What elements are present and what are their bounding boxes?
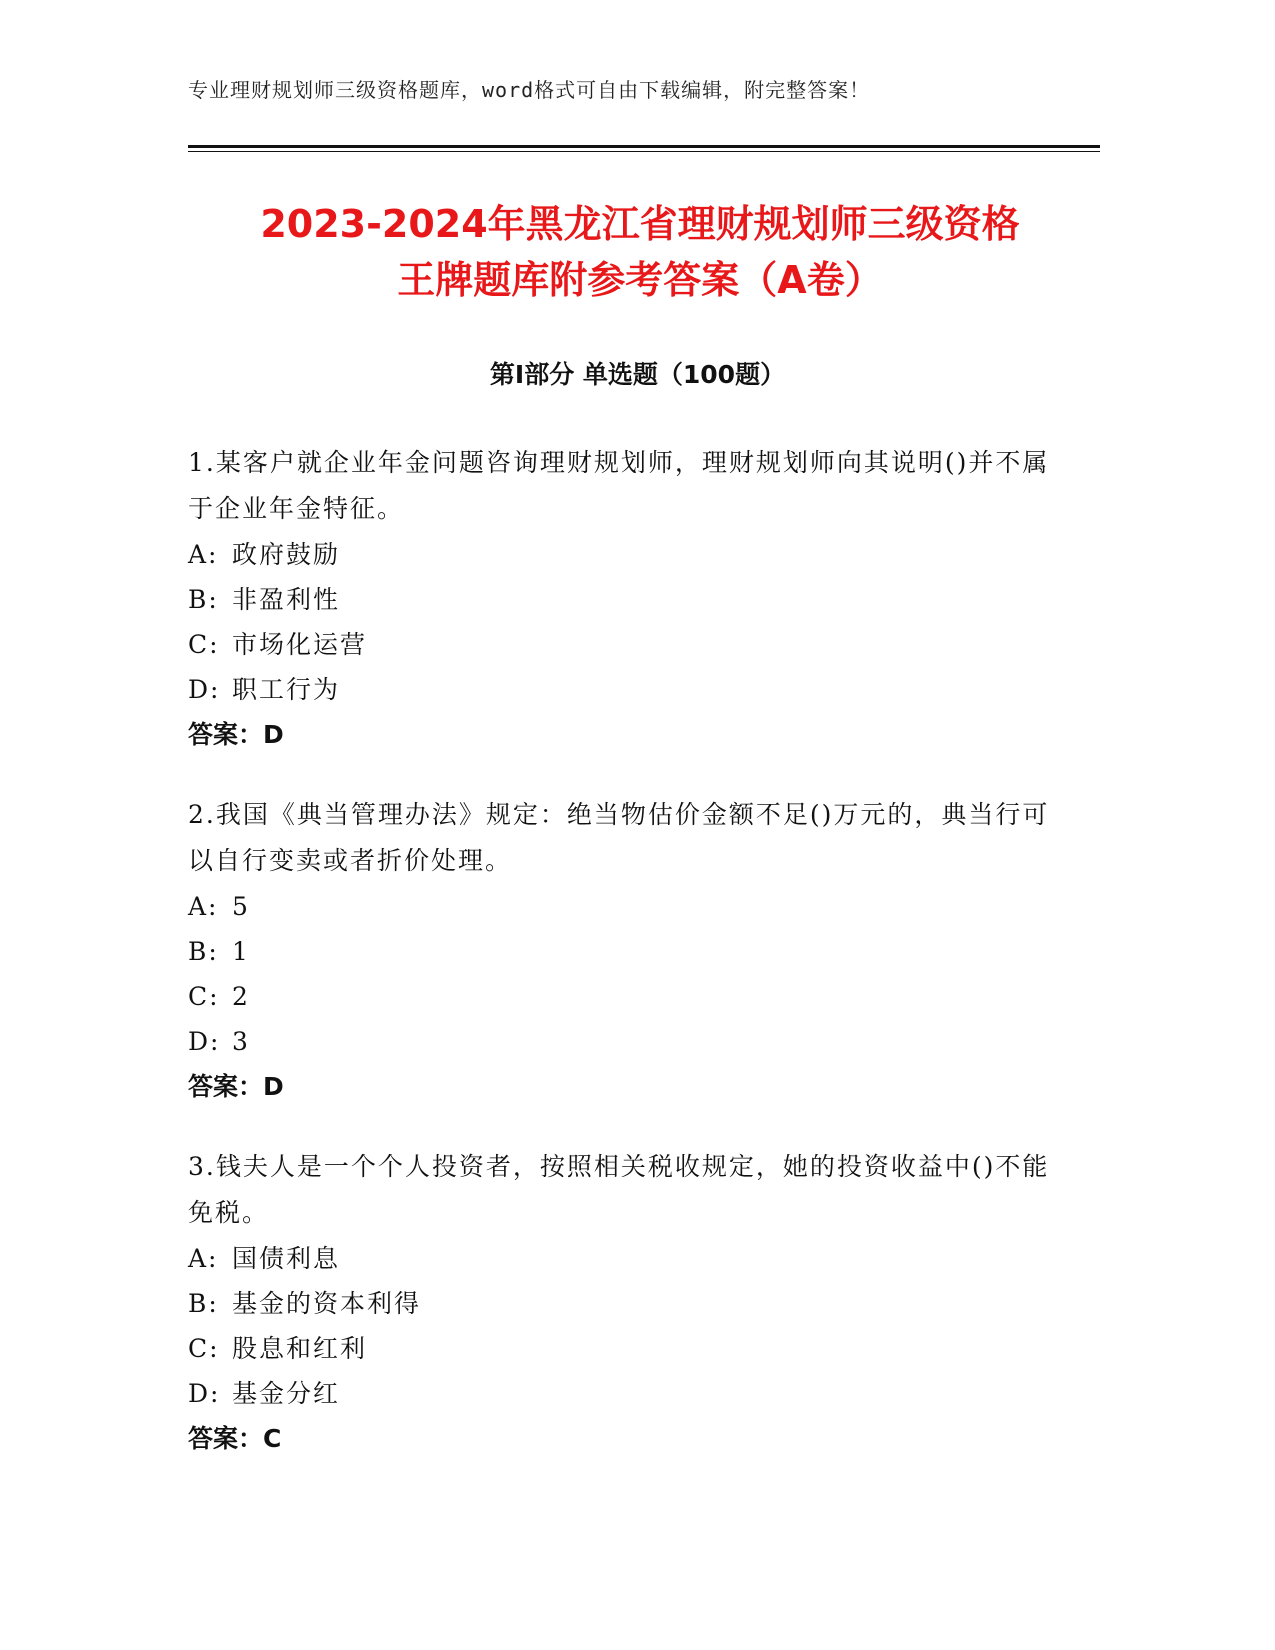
option-text: 国债利息 <box>232 1244 341 1273</box>
option-d <box>188 1019 1058 1064</box>
option-letter: B: <box>188 585 219 614</box>
header-note: 专业理财规划师三级资格题库，word格式可自由下载编辑，附完整答案！ <box>188 78 871 102</box>
question-1 <box>188 440 1058 758</box>
option-text: 3 <box>232 1027 250 1056</box>
answer: 答案：D <box>188 720 284 749</box>
question-list <box>188 440 1058 1496</box>
option-text: 政府鼓励 <box>232 540 341 569</box>
option-letter: D: <box>188 1027 221 1056</box>
option-d <box>188 667 1058 712</box>
question-3 <box>188 1144 1058 1462</box>
option-a <box>188 884 1058 929</box>
option-d <box>188 1371 1058 1416</box>
section-heading: 第Ⅰ部分 单选题（100题） <box>489 360 786 389</box>
option-letter: B: <box>188 1289 219 1318</box>
question-stem: 2.我国《典当管理办法》规定：绝当物估价金额不足()万元的，典当行可以自行变卖或者折价处理。 <box>188 800 1050 875</box>
option-letter: A: <box>188 540 219 569</box>
option-letter: D: <box>188 675 221 704</box>
option-text: 1 <box>232 937 250 966</box>
answer: 答案：C <box>188 1424 282 1453</box>
option-letter: D: <box>188 1379 221 1408</box>
question-stem: 1.某客户就企业年金问题咨询理财规划师，理财规划师向其说明()并不属于企业年金特征。 <box>188 448 1050 523</box>
option-b <box>188 577 1058 622</box>
option-text: 非盈利性 <box>232 585 341 614</box>
option-a <box>188 1236 1058 1281</box>
option-text: 股息和红利 <box>232 1334 368 1363</box>
answer: 答案：D <box>188 1072 284 1101</box>
header-rule-thick <box>188 145 1100 148</box>
document-title <box>160 196 1120 308</box>
option-letter: C: <box>188 982 220 1011</box>
question-stem: 3.钱夫人是一个个人投资者，按照相关税收规定，她的投资收益中()不能免税。 <box>188 1152 1050 1227</box>
option-letter: B: <box>188 937 219 966</box>
question-2 <box>188 792 1058 1110</box>
option-a <box>188 532 1058 577</box>
option-text: 职工行为 <box>232 675 341 704</box>
option-text: 基金的资本利得 <box>232 1289 422 1318</box>
option-text: 5 <box>232 892 250 921</box>
header-rule-thin <box>188 151 1100 152</box>
option-c <box>188 622 1058 667</box>
option-letter: A: <box>188 892 219 921</box>
option-letter: C: <box>188 1334 220 1363</box>
option-letter: C: <box>188 630 220 659</box>
option-b <box>188 1281 1058 1326</box>
option-c <box>188 1326 1058 1371</box>
option-text: 基金分红 <box>232 1379 341 1408</box>
option-b <box>188 929 1058 974</box>
option-text: 2 <box>232 982 250 1011</box>
option-text: 市场化运营 <box>232 630 368 659</box>
option-letter: A: <box>188 1244 219 1273</box>
title-line-1: 2023-2024年黑龙江省理财规划师三级资格 <box>260 202 1020 246</box>
title-line-2: 王牌题库附参考答案（A卷） <box>397 258 883 302</box>
option-c <box>188 974 1058 1019</box>
